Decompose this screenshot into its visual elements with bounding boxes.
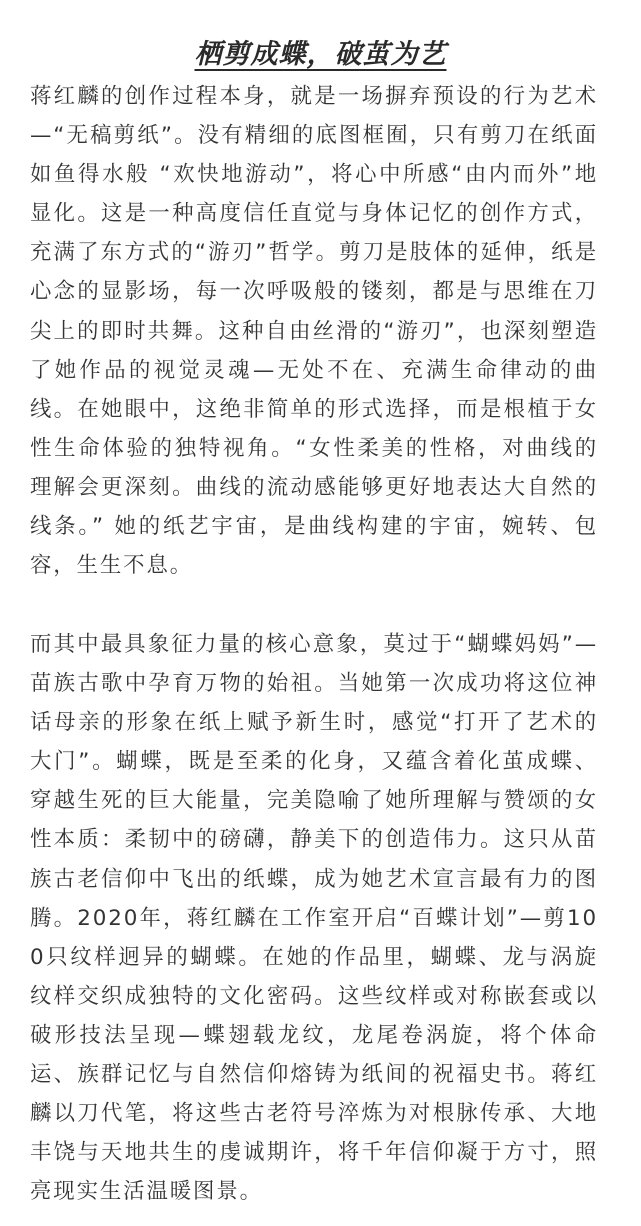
article-title [0, 30, 641, 80]
article-title-text: 栖剪成蝶，破茧为艺 [194, 39, 447, 71]
paragraph-2: 而其中最具象征力量的核心意象，莫过于“蝴蝶妈妈”—苗族古歌中孕育万物的始祖。当她第一次成功将这位神话母亲的形象在纸上赋予新生时，感觉“打开了艺术的大门”。蝴蝶，既是至柔的化身，又蕴含着化茧成蝶、穿越生死的巨大能量，完美隐喻了她所理解与赞颂的女性本质：柔韧中的磅礴，静美下的创造伟力。这只从苗族古老信仰中飞出的纸蝶，成为她艺术宣言最有力的图腾。2020年，蒋红麟在工作室开启“百蝶计划”—剪100只纹样迥异的蝴蝶。在她的作品里，蝴蝶、龙与涡旋纹样交织成独特的文化密码。这些纹样或对称嵌套或以破形技法呈现—蝶翅载龙纹，龙尾卷涡旋，将个体命运、族群记忆与自然信仰熔铸为纸间的祝福史书。蒋红麟以刀代笔，将这些古老符号淬炼为对根脉传承、大地丰饶与天地共生的虔诚期许，将千年信仰凝于方寸，照亮现实生活温暖图景。 [30, 632, 598, 1205]
paragraph-1: 蒋红麟的创作过程本身，就是一场摒弃预设的行为艺术—“无稿剪纸”。没有精细的底图框囿，只有剪刀在纸面如鱼得水般 “欢快地游动”，将心中所感“由内而外”地显化。这是一种高度信任直觉与身体记忆的创作方式，充满了东方式的“游刃”哲学。剪刀是肢体的延伸，纸是心念的显影场，每一次呼吸般的镂刻，都是与思维在刀尖上的即时共舞。这种自由丝滑的“游刃”，也深刻塑造了她作品的视觉灵魂—无处不在、充满生命律动的曲线。在她眼中，这绝非简单的形式选择，而是根植于女性生命体验的独特视角。“女性柔美的性格，对曲线的理解会更深刻。曲线的流动感能够更好地表达大自然的线条。” 她的纸艺宇宙，是曲线构建的宇宙，婉转、包容，生生不息。 [30, 84, 598, 579]
